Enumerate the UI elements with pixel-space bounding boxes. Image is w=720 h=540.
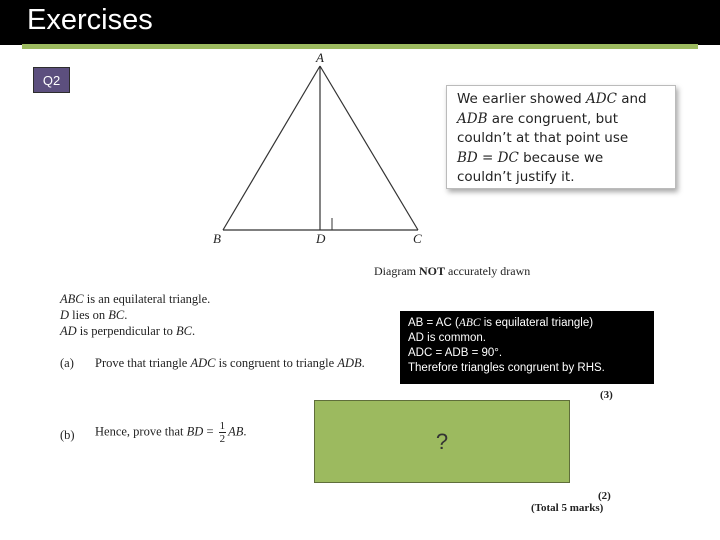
side-ab — [223, 66, 320, 230]
vertex-label-c: C — [413, 231, 422, 246]
part-b-marks: (2) — [598, 490, 611, 502]
side-ac — [320, 66, 418, 230]
answer-part-a: AB = AC (ABC is equilateral triangle) AD is common. ADC = ADB = 90°. Therefore triangles congruent by RHS. — [400, 311, 654, 384]
vertex-label-b: B — [213, 231, 221, 246]
reveal-answer-box[interactable]: ? — [314, 400, 570, 483]
statement-3: AD is perpendicular to BC. — [60, 324, 196, 338]
question-part-a — [60, 356, 365, 371]
part-a-label: (a) — [60, 356, 74, 370]
title-bar — [0, 0, 720, 45]
part-b-label: (b) — [60, 428, 75, 442]
question-part-b — [60, 420, 247, 445]
fraction-half: $\frac{1}{2}$ — [219, 420, 226, 445]
statement-2: D lies on BC. — [60, 308, 128, 322]
slide-title: Exercises — [27, 4, 153, 36]
part-a-prompt: Prove that triangle ADC is congruent to triangle ADB. — [95, 356, 365, 370]
vertex-label-a: A — [316, 50, 324, 65]
total-marks: (Total 5 marks) — [531, 502, 604, 514]
statement-1: ABC is an equilateral triangle. — [60, 292, 211, 306]
part-a-marks: (3) — [600, 389, 613, 401]
explanation-note: We earlier showed ADC and ADB are congruent, but couldn’t at that point use BD = DC because we couldn’t justify it. — [446, 85, 676, 189]
triangle-diagram — [200, 48, 440, 238]
part-b-prompt: Hence, prove that BD = $\frac{1}{2}$ AB. — [95, 420, 247, 445]
question-badge: Q2 — [33, 67, 70, 93]
diagram-caption: Diagram NOT accurately drawn — [374, 264, 531, 278]
vertex-label-d: D — [316, 231, 326, 246]
